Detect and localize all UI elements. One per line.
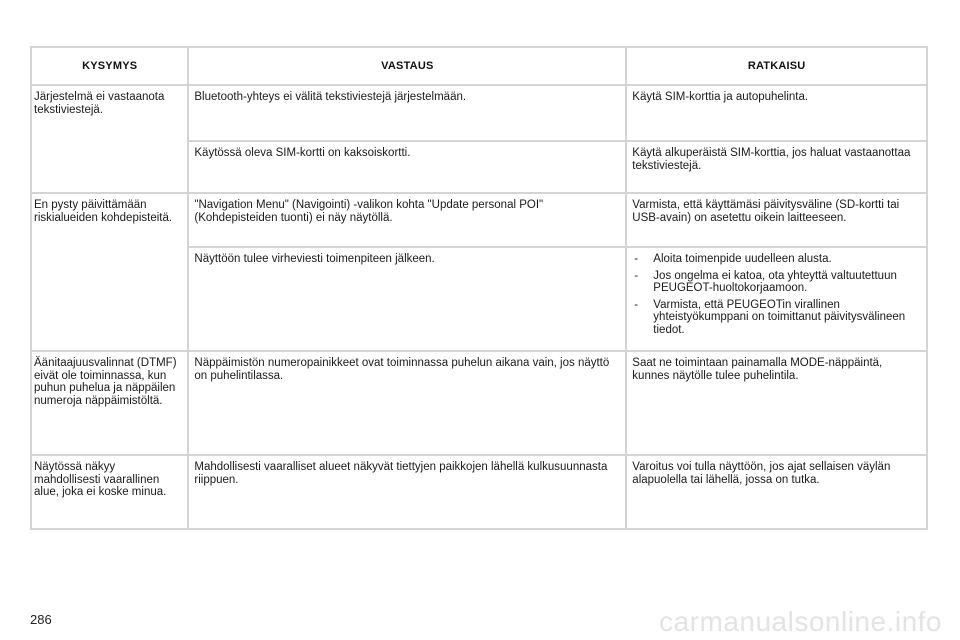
question-cell: Järjestelmä ei vastaanota tekstiviestejä.	[31, 85, 188, 193]
header-answer: VASTAUS	[188, 47, 626, 85]
table-header-row	[31, 47, 927, 85]
table-row	[31, 193, 927, 247]
table-row	[31, 351, 927, 455]
question-cell: En pysty päivittämään riskialueiden kohdepisteitä.	[31, 193, 188, 351]
list-item: - Aloita toimenpide uudelleen alusta.	[632, 253, 921, 266]
solution-cell: Käytä SIM-korttia ja autopuhelinta.	[626, 85, 927, 141]
watermark: carmanualsonline.info	[659, 606, 942, 637]
answer-cell: Mahdollisesti vaaralliset alueet näkyvät tiettyjen paikkojen lähellä kulkusuunnasta riippuen.	[188, 455, 626, 529]
header-question: KYSYMYS	[31, 47, 188, 85]
table-row	[31, 85, 927, 141]
header-solution: RATKAISU	[626, 47, 927, 85]
solution-list	[632, 253, 921, 337]
solution-cell: Varmista, että käyttämäsi päivitysväline (SD-kortti tai USB-avain) on asetettu oikein laitteeseen.	[626, 193, 927, 247]
answer-cell: Näyttöön tulee virheviesti toimenpiteen jälkeen.	[188, 247, 626, 351]
answer-cell: Bluetooth-yhteys ei välitä tekstiviestejä järjestelmään.	[188, 85, 626, 141]
list-item: - Jos ongelma ei katoa, ota yhteyttä valtuutettuun PEUGEOT-huoltokorjaamoon.	[632, 270, 921, 295]
answer-cell: Näppäimistön numeropainikkeet ovat toiminnassa puhelun aikana vain, jos näyttö on puhelintilassa.	[188, 351, 626, 455]
question-cell: Äänitaajuusvalinnat (DTMF) eivät ole toiminnassa, kun puhun puhelua ja näppäilen numeroja näppäimistöltä.	[31, 351, 188, 455]
list-item: - Varmista, että PEUGEOTin virallinen yhteistyökumppani on toimittanut päivitysvälineen tiedot.	[632, 299, 921, 337]
faq-table	[30, 46, 928, 530]
page-number: 286	[30, 612, 52, 627]
solution-cell: Varoitus voi tulla näyttöön, jos ajat sellaisen väylän alapuolella tai lähellä, jossa on tutka.	[626, 455, 927, 529]
solution-cell	[626, 247, 927, 351]
solution-cell: Saat ne toimintaan painamalla MODE-näppäintä, kunnes näytölle tulee puhelintila.	[626, 351, 927, 455]
answer-cell: Käytössä oleva SIM-kortti on kaksoiskortti.	[188, 141, 626, 193]
answer-cell: "Navigation Menu" (Navigointi) -valikon kohta "Update personal POI" (Kohdepisteiden tuonti) ei näy näytöllä.	[188, 193, 626, 247]
solution-cell: Käytä alkuperäistä SIM-korttia, jos haluat vastaanottaa tekstiviestejä.	[626, 141, 927, 193]
question-cell: Näytössä näkyy mahdollisesti vaarallinen alue, joka ei koske minua.	[31, 455, 188, 529]
table-row	[31, 455, 927, 529]
